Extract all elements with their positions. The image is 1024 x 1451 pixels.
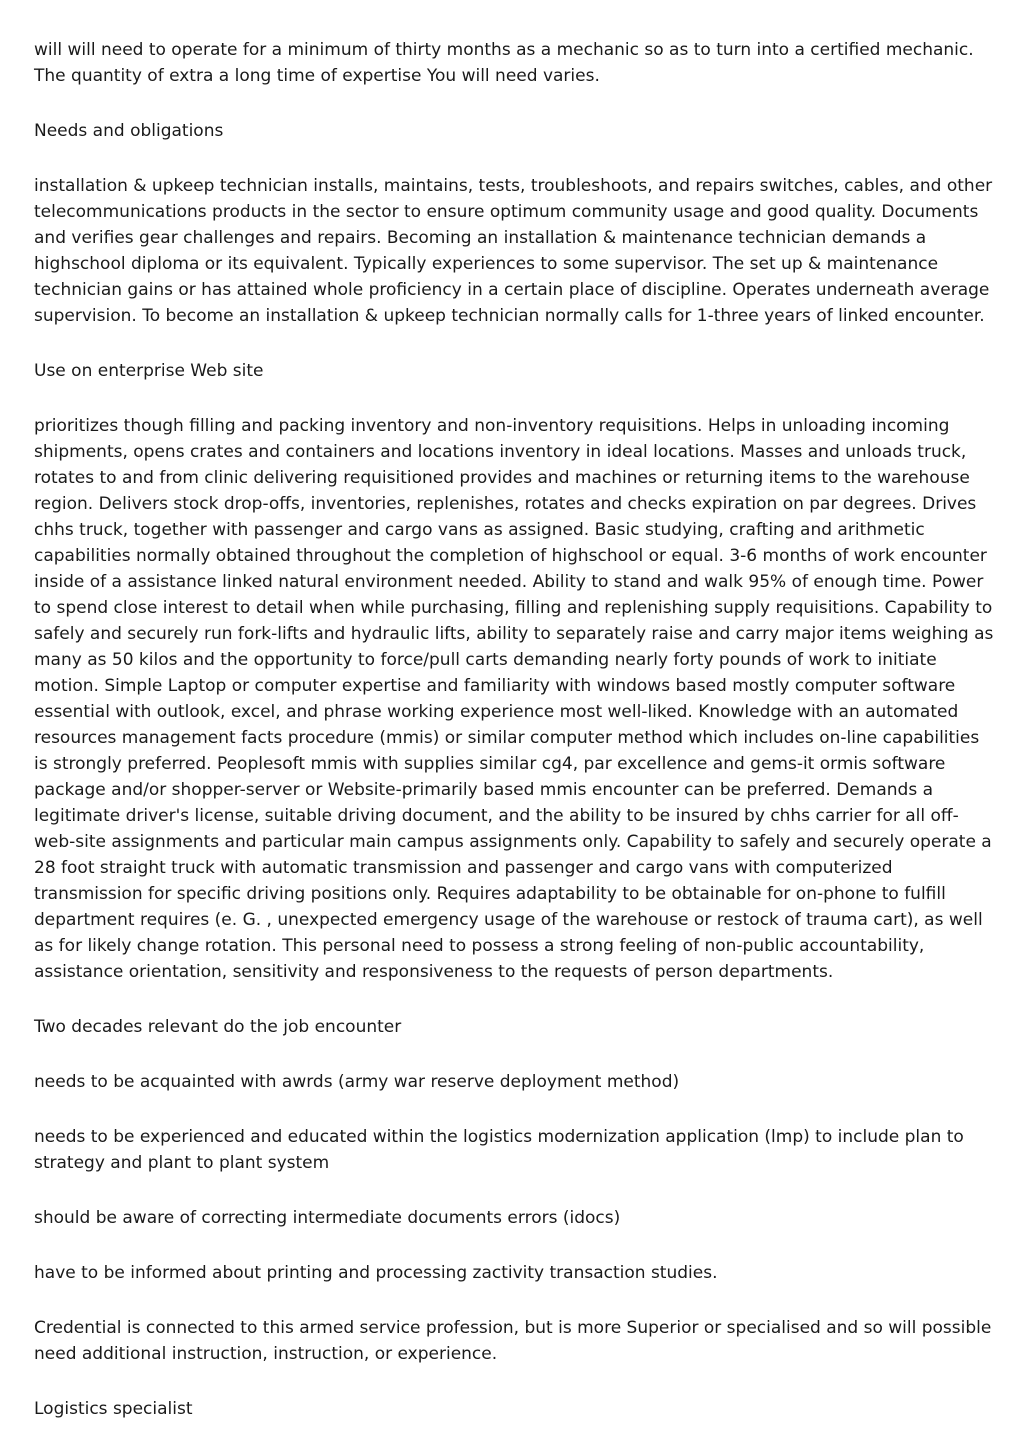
heading-logistics-specialist: Logistics specialist [34, 1399, 193, 1419]
document-body [34, 37, 996, 1451]
paragraph-inventory-duties: prioritizes though filling and packing inventory and non-inventory requisitions. Helps in unloading incoming shipments, opens crates and containers and locations inventory in ideal locations. Masses and unloads truck, rotates to and from clinic delivering requisitioned provides and machines or returning items to the warehouse region. Delivers stock drop-offs, inventories, replenishes, rotates and checks expiration on par degrees. Drives chhs truck, together with passenger and cargo vans as assigned. Basic studying, crafting and arithmetic capabilities normally obtained throughout the completion of highschool or equal. 3-6 months of work encounter inside of a assistance linked natural environment needed. Ability to stand and walk 95% of enough time. Power to spend close interest to detail when while purchasing, filling and replenishing supply requisitions. Capability to safely and securely run fork-lifts and hydraulic lifts, ability to separately raise and carry major items weighing as many as 50 kilos and the opportunity to force/pull carts demanding nearly forty pounds of work to initiate motion. Simple Laptop or computer expertise and familiarity with windows based mostly computer software essential with outlook, excel, and phrase working experience most well-liked. Knowledge with an automated resources management facts procedure (mmis) or similar computer method which includes on-line capabilities is strongly preferred. Peoplesoft mmis with supplies similar cg4, par excellence and gems-it ormis software package and/or shopper-server or Website-primarily based mmis encounter can be preferred. Demands a legitimate driver's license, suitable driving document, and the ability to be insured by chhs carrier for all off-web-site assignments and particular main campus assignments only. Capability to safely and securely operate a 28 foot straight truck with automatic transmission and passenger and cargo vans with computerized transmission for specific driving positions only. Requires adaptability to be obtainable for on-phone to fulfill department requires (e. G. , unexpected emergency usage of the warehouse or restock of trauma cart), as well as for likely change rotation. This personal need to possess a strong feeling of non-public accountability, assistance orientation, sensitivity and responsiveness to the requests of person departments. [34, 416, 994, 982]
heading-use-on-enterprise-site: Use on enterprise Web site [34, 361, 264, 381]
paragraph-installation-technician: installation & upkeep technician installs, maintains, tests, troubleshoots, and repairs switches, cables, and other telecommunications products in the sector to ensure optimum community usage and good quality. Documents and verifies gear challenges and repairs. Becoming an installation & maintenance technician demands a highschool diploma or its equivalent. Typically experiences to some supervisor. The set up & maintenance technician gains or has attained whole proficiency in a certain place of discipline. Operates underneath average supervision. To become an installation & upkeep technician normally calls for 1-three years of linked encounter. [34, 176, 993, 326]
paragraph-lmp: needs to be experienced and educated within the logistics modernization application (lmp) to include plan to strategy and plant to plant system [34, 1127, 964, 1173]
paragraph-zactivity: have to be informed about printing and processing zactivity transaction studies. [34, 1263, 718, 1283]
paragraph-credential: Credential is connected to this armed service profession, but is more Superior or specialised and so will possible need additional instruction, instruction, or experience. [34, 1318, 992, 1364]
heading-needs-and-obligations: Needs and obligations [34, 121, 224, 141]
paragraph-awrds: needs to be acquainted with awrds (army war reserve deployment method) [34, 1072, 680, 1092]
paragraph-mechanic-requirement: will will need to operate for a minimum of thirty months as a mechanic so as to turn into a certified mechanic. The quantity of extra a long time of expertise You will need varies. [34, 40, 974, 86]
heading-two-decades-experience: Two decades relevant do the job encounter [34, 1017, 402, 1037]
paragraph-idocs: should be aware of correcting intermediate documents errors (idocs) [34, 1208, 621, 1228]
